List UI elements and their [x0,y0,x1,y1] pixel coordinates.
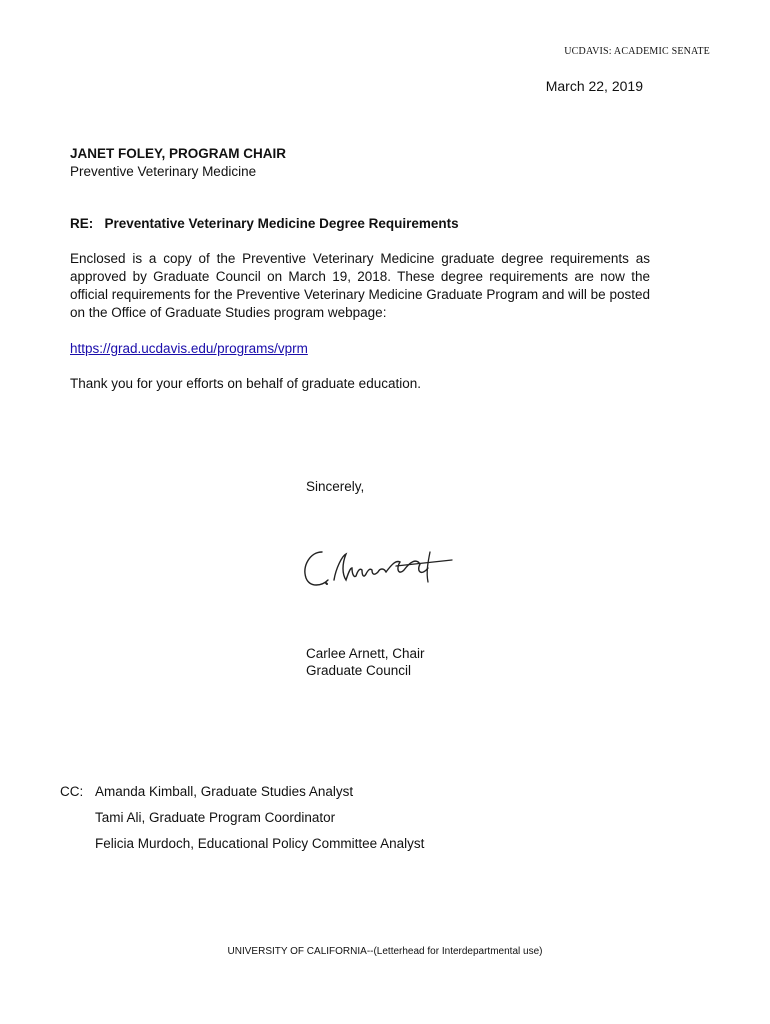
letterhead-footer: UNIVERSITY OF CALIFORNIA--(Letterhead for Interdepartmental use) [227,946,543,957]
letter-date: March 22, 2019 [545,78,643,94]
thanks-line: Thank you for your efforts on behalf of graduate education. [70,376,421,391]
cc-recipient: Tami Ali, Graduate Program Coordinator [95,810,336,825]
subject-line: RE: Preventative Veterinary Medicine Degree Requirements [70,216,459,231]
signature-image [292,538,462,598]
recipient-name: JANET FOLEY, PROGRAM CHAIR [70,146,287,161]
signer-name: Carlee Arnett, Chair [306,646,425,661]
cc-recipient: Amanda Kimball, Graduate Studies Analyst [95,784,354,799]
cc-label: CC: [60,784,84,799]
letterhead-header: UCDAVIS: ACADEMIC SENATE [564,46,710,57]
body-paragraph: Enclosed is a copy of the Preventive Veterinary Medicine graduate degree requirements as approved by Graduate Council on March 19, 2018. These degree requirements are now the official requirements for the Preventive Veterinary Medicine Graduate Program and will be posted on the Office of Graduate Studies program webpage: [70,251,650,320]
recipient-department: Preventive Veterinary Medicine [70,164,257,179]
closing: Sincerely, [306,479,365,494]
cc-recipient: Felicia Murdoch, Educational Policy Committee Analyst [95,836,425,851]
program-webpage-link[interactable]: https://grad.ucdavis.edu/programs/vprm [70,341,308,356]
signer-title: Graduate Council [306,663,412,678]
